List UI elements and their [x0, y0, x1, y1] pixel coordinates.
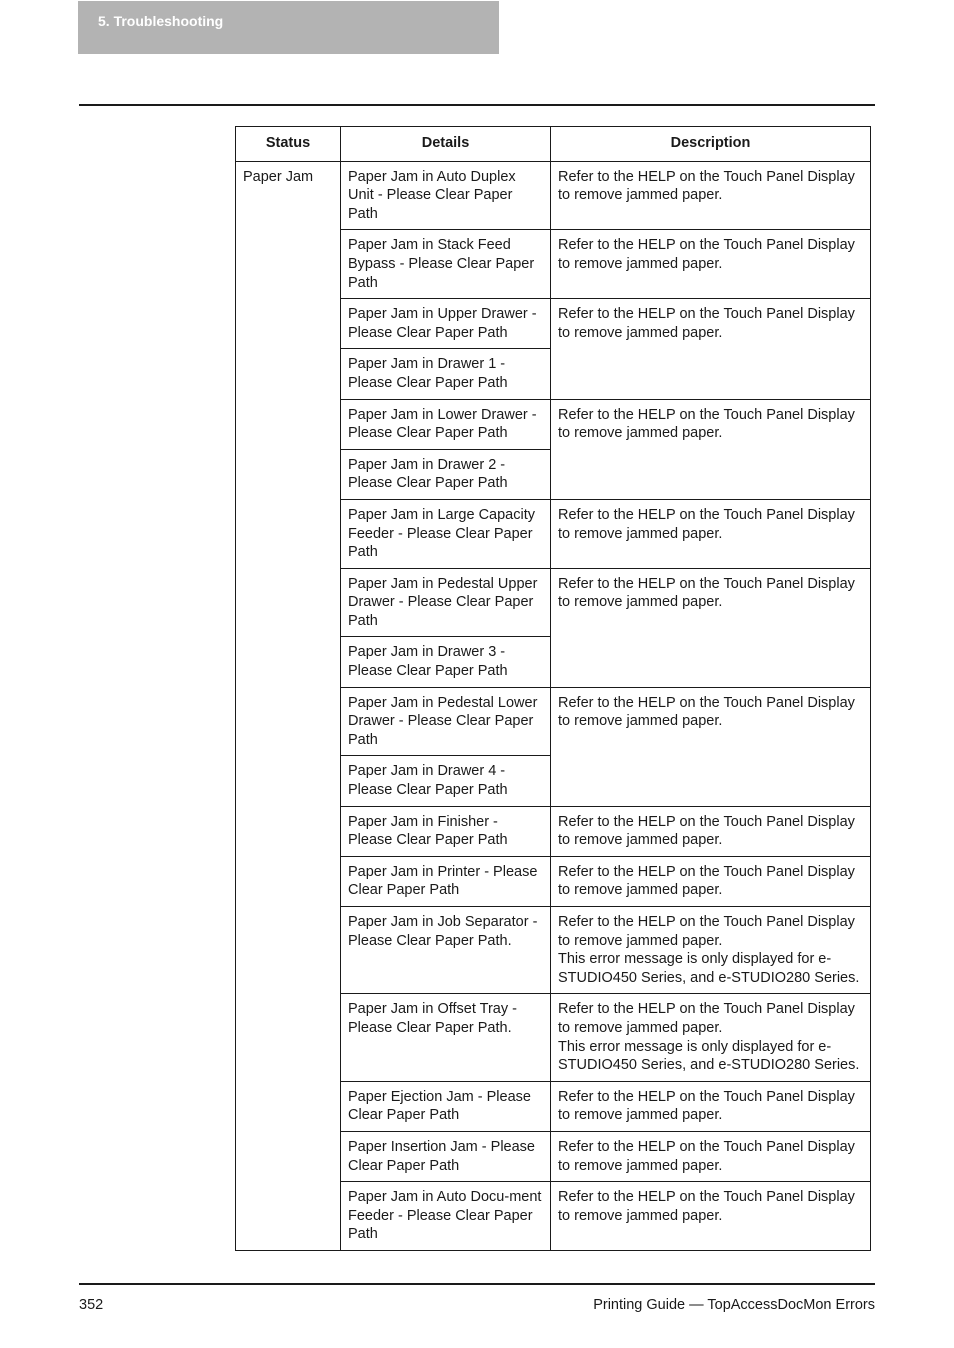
bottom-divider: [79, 1283, 875, 1285]
description-line: Refer to the HELP on the Touch Panel Display to remove jammed paper.: [558, 863, 855, 899]
column-header-details: Details: [341, 127, 551, 162]
footer-title: Printing Guide — TopAccessDocMon Errors: [593, 1297, 875, 1313]
description-line: Refer to the HELP on the Touch Panel Display to remove jammed paper.: [558, 914, 855, 949]
details-cell: Paper Jam in Job Separator - Please Clear Paper Path.: [341, 907, 551, 994]
column-header-description: Description: [551, 127, 871, 162]
column-header-status: Status: [236, 127, 341, 162]
section-header-tab: [78, 1, 499, 54]
description-note: This error message is only displayed for e-STUDIO450 Series, and e-STUDIO280 Series.: [558, 1038, 860, 1074]
description-cell: [551, 907, 871, 994]
description-cell: [551, 230, 871, 299]
description-cell: [551, 1182, 871, 1251]
details-cell: Paper Jam in Drawer 2 - Please Clear Paper Path: [341, 449, 551, 499]
details-cell: Paper Jam in Pedestal Upper Drawer - Please Clear Paper Path: [341, 568, 551, 637]
description-line: Refer to the HELP on the Touch Panel Display to remove jammed paper.: [558, 306, 855, 341]
description-cell: [551, 161, 871, 230]
description-line: Refer to the HELP on the Touch Panel Display to remove jammed paper.: [558, 1189, 855, 1224]
details-cell: Paper Ejection Jam - Please Clear Paper Path: [341, 1081, 551, 1131]
details-cell: Paper Jam in Upper Drawer - Please Clear Paper Path: [341, 299, 551, 349]
description-line: Refer to the HELP on the Touch Panel Display to remove jammed paper.: [558, 168, 855, 204]
description-cell: [551, 1131, 871, 1181]
section-title: 5. Troubleshooting: [98, 13, 224, 29]
details-cell: Paper Jam in Stack Feed Bypass - Please Clear Paper Path: [341, 230, 551, 299]
error-table: [235, 126, 871, 1251]
description-cell: [551, 994, 871, 1081]
details-cell: Paper Insertion Jam - Please Clear Paper Path: [341, 1131, 551, 1181]
description-cell: [551, 568, 871, 687]
description-cell: [551, 1081, 871, 1131]
description-cell: [551, 399, 871, 499]
details-cell: Paper Jam in Offset Tray - Please Clear Paper Path.: [341, 994, 551, 1081]
description-cell: [551, 687, 871, 806]
details-cell: Paper Jam in Large Capacity Feeder - Please Clear Paper Path: [341, 499, 551, 568]
description-note: This error message is only displayed for e-STUDIO450 Series, and e-STUDIO280 Series.: [558, 951, 860, 986]
details-cell: Paper Jam in Lower Drawer - Please Clear Paper Path: [341, 399, 551, 449]
page-number: 352: [79, 1297, 104, 1313]
table-row: [236, 161, 871, 230]
details-cell: Paper Jam in Drawer 4 - Please Clear Paper Path: [341, 756, 551, 806]
description-line: Refer to the HELP on the Touch Panel Display to remove jammed paper.: [558, 406, 855, 442]
description-cell: [551, 806, 871, 856]
details-cell: Paper Jam in Auto Duplex Unit - Please Clear Paper Path: [341, 161, 551, 230]
description-line: Refer to the HELP on the Touch Panel Display to remove jammed paper.: [558, 694, 855, 730]
description-line: Refer to the HELP on the Touch Panel Display to remove jammed paper.: [558, 575, 855, 611]
status-cell: Paper Jam: [236, 161, 341, 1250]
description-cell: [551, 499, 871, 568]
description-line: Refer to the HELP on the Touch Panel Display to remove jammed paper.: [558, 1088, 855, 1124]
details-cell: Paper Jam in Auto Docu-ment Feeder - Please Clear Paper Path: [341, 1182, 551, 1251]
details-cell: Paper Jam in Pedestal Lower Drawer - Please Clear Paper Path: [341, 687, 551, 756]
table-header-row: [236, 127, 871, 162]
details-cell: Paper Jam in Finisher - Please Clear Paper Path: [341, 806, 551, 856]
description-line: Refer to the HELP on the Touch Panel Display to remove jammed paper.: [558, 506, 855, 542]
description-line: Refer to the HELP on the Touch Panel Display to remove jammed paper.: [558, 1138, 855, 1174]
details-cell: Paper Jam in Printer - Please Clear Paper Path: [341, 856, 551, 906]
description-line: Refer to the HELP on the Touch Panel Display to remove jammed paper.: [558, 813, 855, 849]
details-cell: Paper Jam in Drawer 3 - Please Clear Paper Path: [341, 637, 551, 687]
description-cell: [551, 299, 871, 399]
description-cell: [551, 856, 871, 906]
description-line: Refer to the HELP on the Touch Panel Display to remove jammed paper.: [558, 1001, 855, 1036]
description-line: Refer to the HELP on the Touch Panel Display to remove jammed paper.: [558, 237, 855, 272]
details-cell: Paper Jam in Drawer 1 - Please Clear Paper Path: [341, 349, 551, 399]
top-divider: [79, 104, 875, 106]
